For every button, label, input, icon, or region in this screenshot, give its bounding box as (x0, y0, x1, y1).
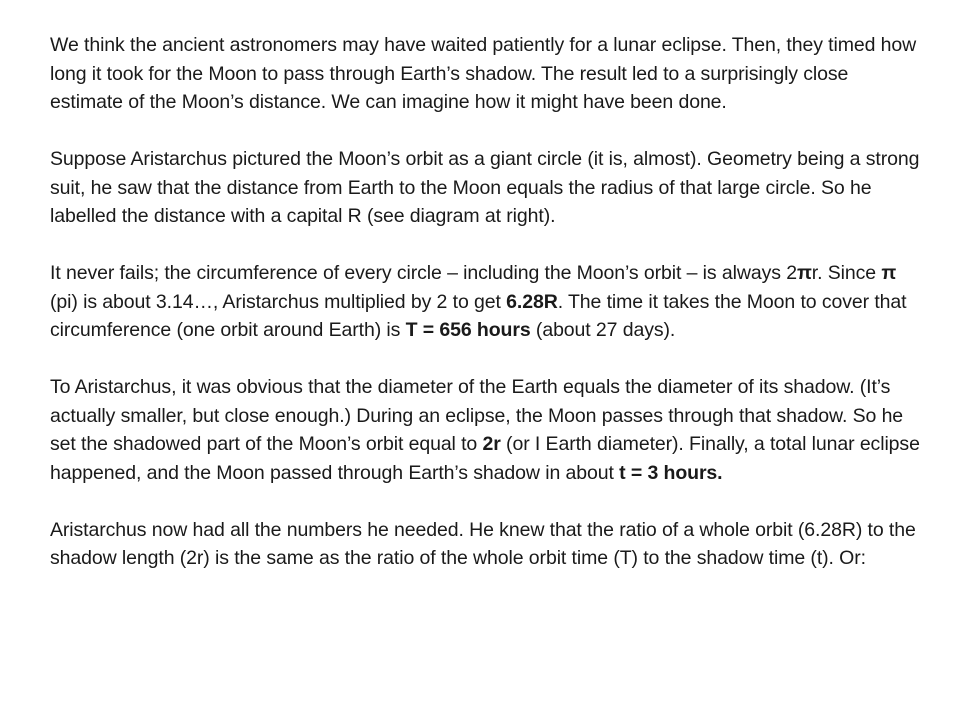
text-run: . The time it takes the Moon to cover that circumference (one orbit around Earth) is (50, 290, 907, 341)
paragraph-lunar-eclipse-intro (50, 31, 920, 117)
paragraph-moon-orbit-circle (50, 145, 920, 231)
text-run: Aristarchus now had all the numbers he needed. He knew that the ratio of a whole orbit (6.28R) to the shadow length (2r) is the same as the ratio of the whole orbit time (T) to the shadow time (t). Or: (50, 518, 916, 569)
document-body (50, 31, 920, 573)
bold-text-run: 6.28R (506, 290, 558, 313)
paragraph-earth-shadow (50, 373, 920, 487)
bold-text-run: T = 656 hours (405, 319, 531, 341)
bold-text-run: t = 3 hours. (619, 461, 723, 484)
text-run: We think the ancient astronomers may have waited patiently for a lunar eclipse. Then, they timed how long it took for the Moon to pass through Earth’s shadow. The result led to a surprisingly close estimate of the Moon’s distance. We can imagine how it might have been done. (50, 34, 917, 113)
text-run: r. Since (811, 262, 882, 284)
text-run: (or I Earth diameter). Finally, a total lunar eclipse happened, and the Moon passed through Earth’s shadow in about (50, 433, 920, 484)
text-run: (pi) is about 3.14…, Aristarchus multiplied by 2 to get (50, 290, 507, 313)
paragraph-ratio (50, 516, 920, 573)
text-run: Suppose Aristarchus pictured the Moon’s orbit as a giant circle (it is, almost). Geometry being a strong suit, he saw that the distance from Earth to the Moon equals the radius of that large circle. So he labelled the distance with a capital R (see diagram at right). (50, 148, 920, 227)
paragraph-circumference (50, 259, 920, 345)
bold-text-run: π (796, 262, 812, 284)
text-run: It never fails; the circumference of every circle – including the Moon’s orbit – is always 2 (50, 262, 797, 284)
bold-text-run: 2r (482, 433, 501, 455)
text-run: (about 27 days). (530, 319, 676, 341)
bold-text-run: π (881, 262, 897, 284)
text-run: To Aristarchus, it was obvious that the diameter of the Earth equals the diameter of its shadow. (It’s actually smaller, but close enough.) During an eclipse, the Moon passes through that shadow. So he set the shadowed part of the Moon’s orbit equal to (50, 376, 904, 455)
